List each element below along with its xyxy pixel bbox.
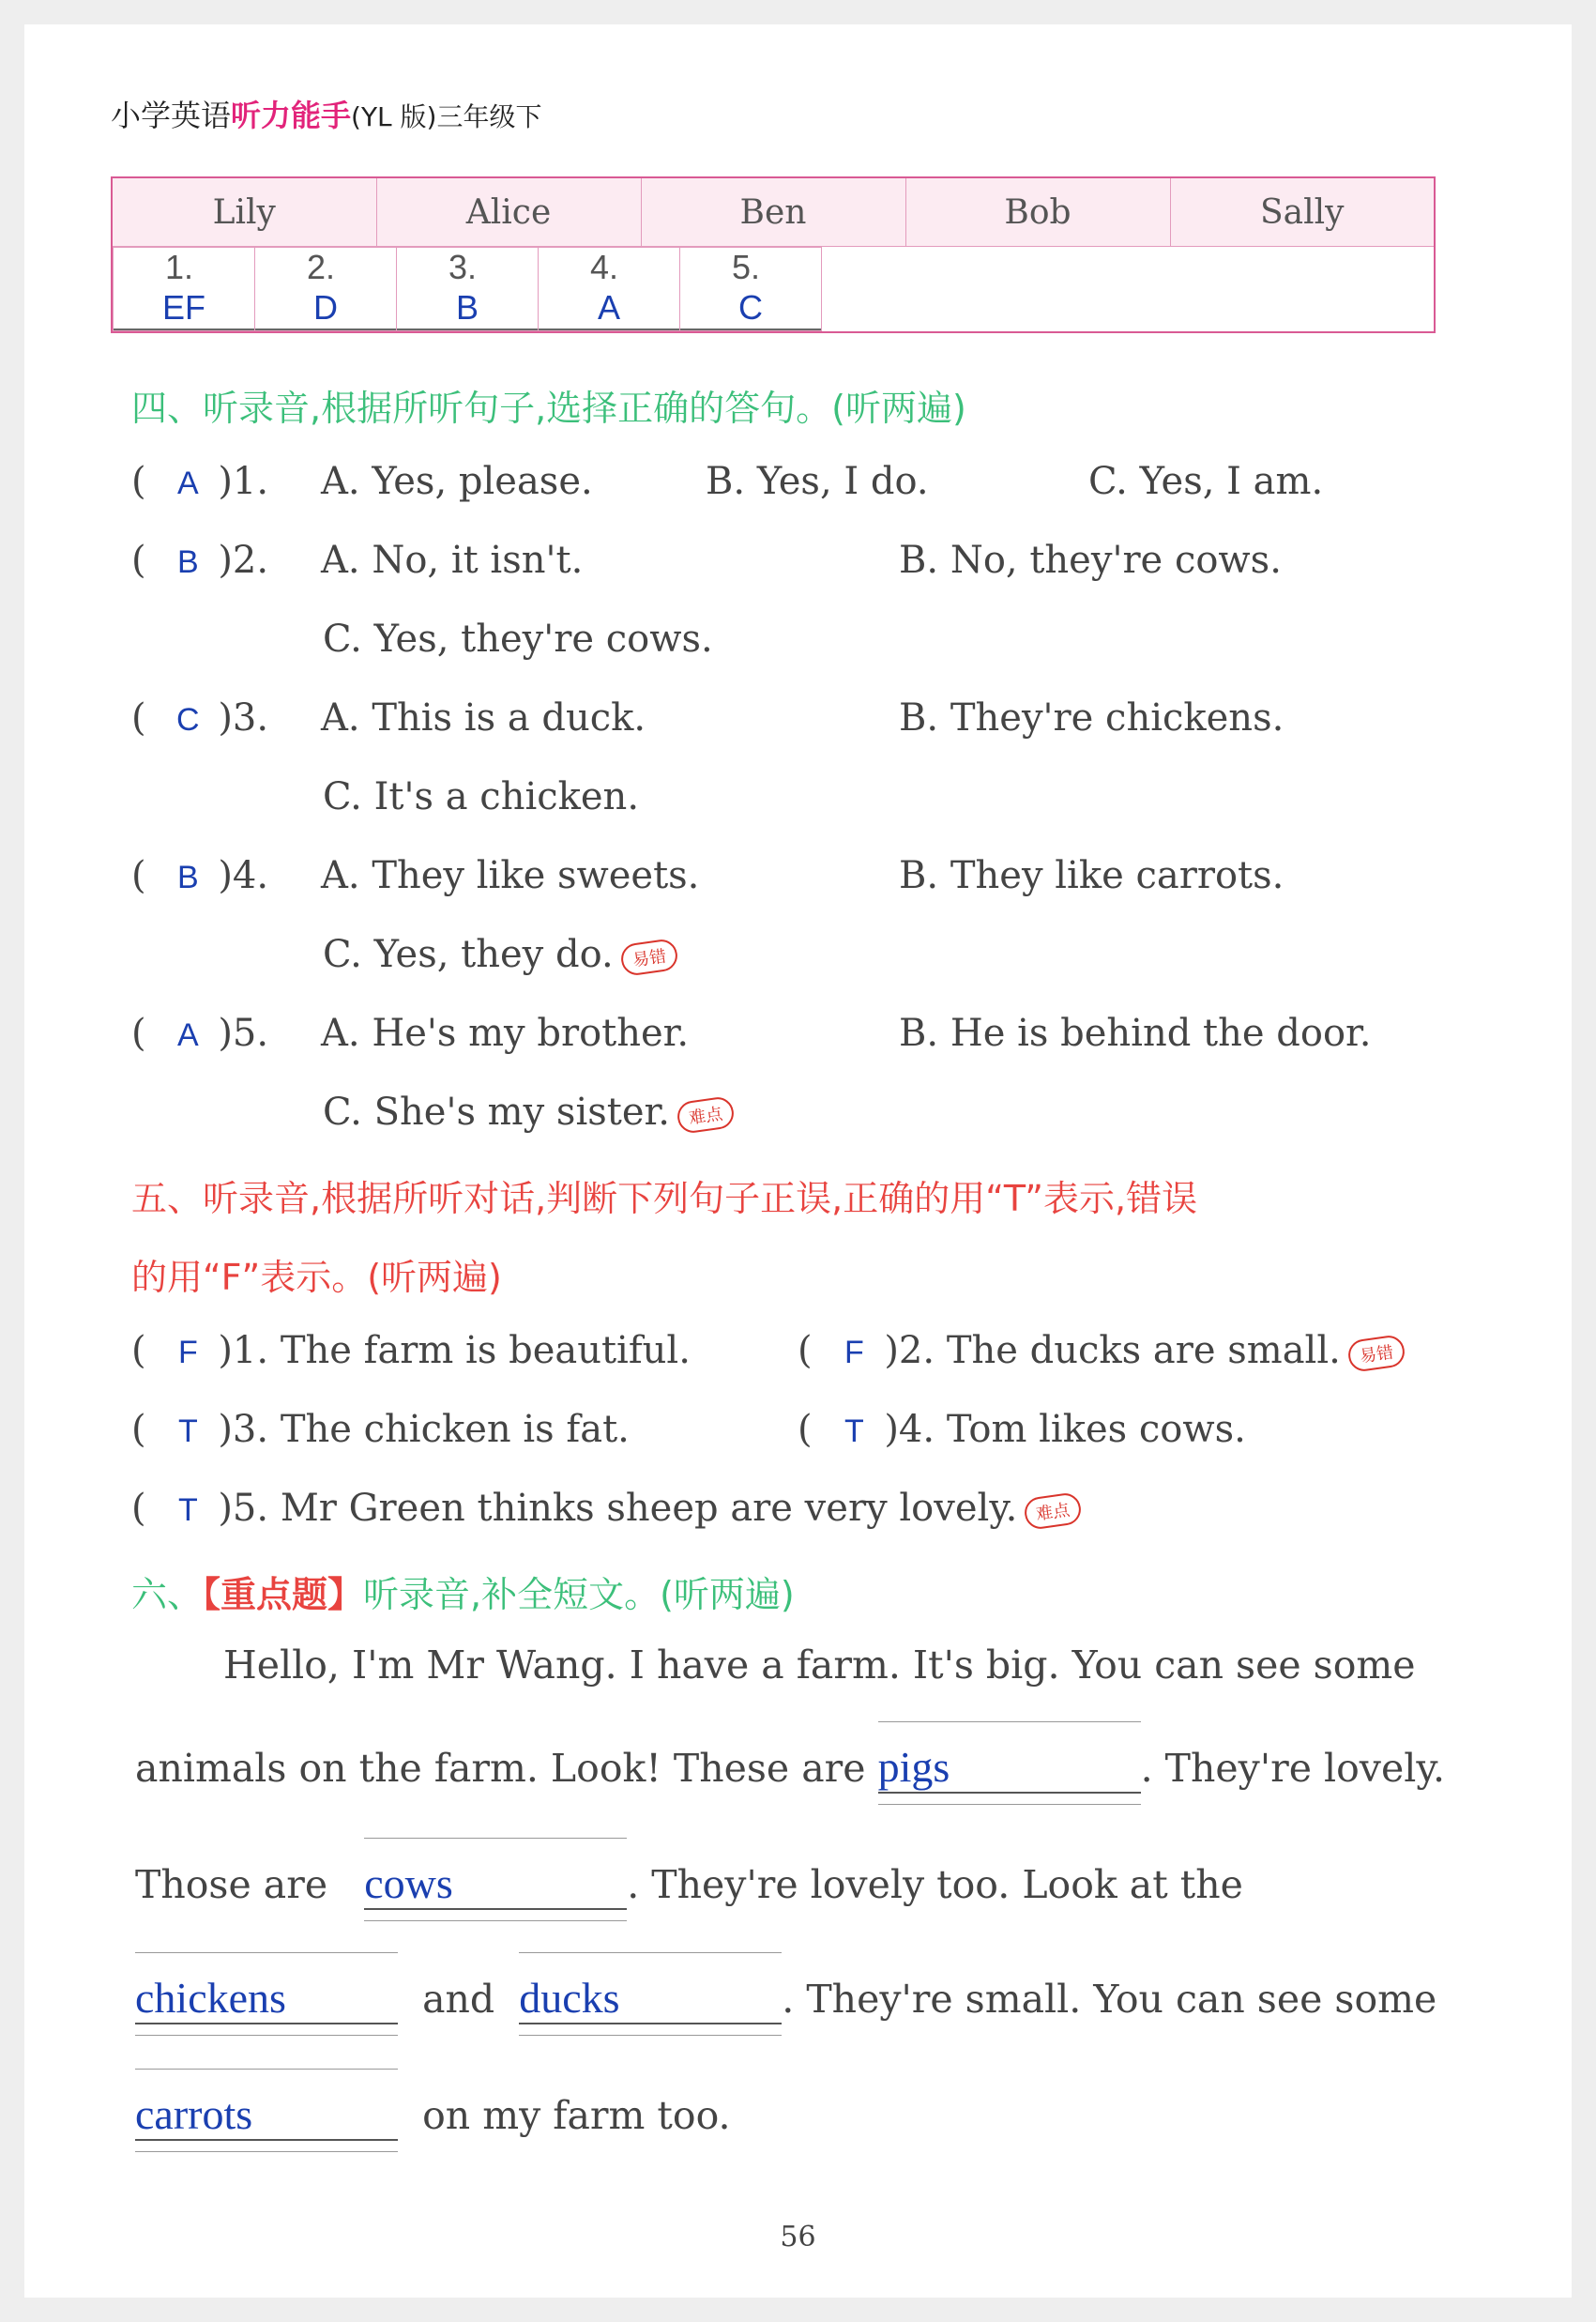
section-6-instruction: 听录音,补全短文。(听两遍) <box>363 1574 795 1615</box>
passage-text: animals on the farm. Look! These are <box>135 1746 866 1791</box>
section-5-title-line1: 五、听录音,根据所听对话,判断下列句子正误,正确的用“T”表示,错误 <box>131 1178 1198 1219</box>
s4-q4-a: A. They like sweets. <box>321 854 700 897</box>
answer-mark[interactable]: T <box>177 1492 198 1528</box>
passage-line-1: Hello, I'm Mr Wang. I have a farm. It's big. You can see some <box>223 1642 1416 1688</box>
answer-cell <box>114 248 255 331</box>
passage-text: Those are <box>135 1862 328 1907</box>
answer-cell <box>539 248 680 331</box>
name-cell: Bob <box>905 177 1170 247</box>
answer-mark[interactable]: A <box>176 1017 199 1053</box>
option-text: C. Yes, they do. <box>323 933 614 976</box>
answer-number: 1. <box>165 248 194 286</box>
answer-blank[interactable]: EF <box>114 287 254 330</box>
section-6-title <box>131 1566 795 1617</box>
fill-blank-4[interactable]: ducks <box>519 1973 782 2024</box>
answer-table <box>111 176 1436 333</box>
s4-q1-a: A. Yes, please. <box>321 460 593 503</box>
statement-text: )2. The ducks are small. <box>884 1329 1341 1372</box>
passage-text: on my farm too. <box>422 2093 731 2138</box>
s5-item5: ( T )5. Mr Green thinks sheep are very lovely. 难点 <box>131 1487 1081 1530</box>
s4-q1-c: C. Yes, I am. <box>1088 460 1324 503</box>
fill-blank-3[interactable]: chickens <box>135 1973 398 2024</box>
s5-item1: ( F )1. The farm is beautiful. <box>131 1329 691 1372</box>
page-number: 56 <box>780 2221 816 2253</box>
page-sheet <box>24 24 1572 2298</box>
s5-item2: ( F )2. The ducks are small. 易错 <box>798 1329 1405 1372</box>
s4-q3-b: B. They're chickens. <box>899 696 1284 740</box>
question-number: )5. <box>218 1012 269 1055</box>
question-number: )4. <box>218 854 269 897</box>
s4-q5-c <box>323 1091 734 1134</box>
passage-line-2 <box>135 1742 1445 1794</box>
fill-blank-5[interactable]: carrots <box>135 2089 398 2141</box>
answer-mark[interactable]: F <box>844 1335 864 1370</box>
passage-line-5 <box>135 2089 731 2141</box>
fill-blank-1[interactable]: pigs <box>878 1742 1141 1794</box>
section-4-title: 四、听录音,根据所听句子,选择正确的答句。(听两遍) <box>131 388 966 429</box>
header-prefix: 小学英语 <box>111 98 232 133</box>
s4-q4-b: B. They like carrots. <box>899 854 1284 897</box>
s4-q3-a: A. This is a duck. <box>321 696 646 740</box>
passage-text: . They're lovely too. Look at the <box>627 1862 1243 1907</box>
table-names-row <box>112 177 1435 247</box>
s4-q2: ( B )2. <box>131 539 269 582</box>
name-cell: Lily <box>112 177 376 247</box>
name-cell: Alice <box>376 177 641 247</box>
answer-cell <box>255 248 397 331</box>
s5-item4: ( T )4. Tom likes cows. <box>798 1408 1246 1451</box>
difficult-badge: 难点 <box>676 1095 736 1135</box>
question-number: )1. <box>218 460 269 503</box>
s4-q2-b: B. No, they're cows. <box>899 539 1282 582</box>
answer-mark[interactable]: B <box>176 544 199 580</box>
s4-q5-b: B. He is behind the door. <box>899 1012 1372 1055</box>
header-brand: 听力能手 <box>231 98 352 133</box>
header-suffix: (YL 版)三年级下 <box>351 101 542 132</box>
s4-q3: ( C )3. <box>131 696 269 740</box>
passage-line-4 <box>135 1973 1436 2024</box>
answer-cell <box>397 248 539 331</box>
answer-blank[interactable]: A <box>539 287 679 330</box>
passage-line-3 <box>135 1858 1243 1910</box>
s4-q2-a: A. No, it isn't. <box>321 539 584 582</box>
answer-blank[interactable]: B <box>397 287 538 330</box>
s5-item3: ( T )3. The chicken is fat. <box>131 1408 630 1451</box>
answer-cell <box>680 248 822 331</box>
s4-q1: ( A )1. <box>131 460 269 503</box>
statement-text: )4. Tom likes cows. <box>884 1408 1246 1451</box>
passage-text: and <box>422 1977 495 2022</box>
section-5-title-line2: 的用“F”表示。(听两遍) <box>131 1257 502 1298</box>
section-6-prefix: 六、 <box>131 1574 204 1615</box>
answer-blank[interactable]: D <box>255 287 396 330</box>
s4-q2-c: C. Yes, they're cows. <box>323 618 713 661</box>
answer-mark[interactable]: C <box>176 702 200 738</box>
answer-mark[interactable]: T <box>844 1413 864 1449</box>
answer-mark[interactable]: A <box>176 466 199 501</box>
error-prone-badge: 易错 <box>1346 1334 1406 1373</box>
statement-text: )3. The chicken is fat. <box>218 1408 630 1451</box>
answer-mark[interactable]: T <box>177 1413 198 1449</box>
key-question-tag: 【重点题】 <box>203 1574 364 1615</box>
answer-mark[interactable]: B <box>176 860 199 895</box>
answer-number: 2. <box>307 248 336 286</box>
name-cell: Ben <box>641 177 905 247</box>
statement-text: )5. Mr Green thinks sheep are very lovely. <box>218 1487 1018 1530</box>
s4-q5-a: A. He's my brother. <box>321 1012 690 1055</box>
fill-blank-2[interactable]: cows <box>364 1858 627 1910</box>
s4-q5: ( A )5. <box>131 1012 269 1055</box>
s4-q3-c: C. It's a chicken. <box>323 775 640 818</box>
answer-blank[interactable]: C <box>680 287 821 330</box>
passage-text: . They're lovely. <box>1140 1746 1446 1791</box>
question-number: )2. <box>218 539 269 582</box>
question-number: )3. <box>218 696 269 740</box>
option-text: C. She's my sister. <box>323 1091 670 1134</box>
page-header <box>111 92 541 135</box>
s4-q4-c <box>323 933 677 976</box>
name-cell: Sally <box>1170 177 1435 247</box>
s4-q1-b: B. Yes, I do. <box>706 460 929 503</box>
difficult-badge: 难点 <box>1023 1491 1083 1531</box>
answer-mark[interactable]: F <box>177 1335 198 1370</box>
answer-number: 4. <box>590 248 619 286</box>
answer-number: 3. <box>448 248 478 286</box>
s4-q4: ( B )4. <box>131 854 269 897</box>
passage-text: . They're small. You can see some <box>782 1977 1437 2022</box>
answer-number: 5. <box>732 248 761 286</box>
statement-text: )1. The farm is beautiful. <box>218 1329 691 1372</box>
table-answers-row <box>113 247 173 331</box>
error-prone-badge: 易错 <box>619 938 679 977</box>
